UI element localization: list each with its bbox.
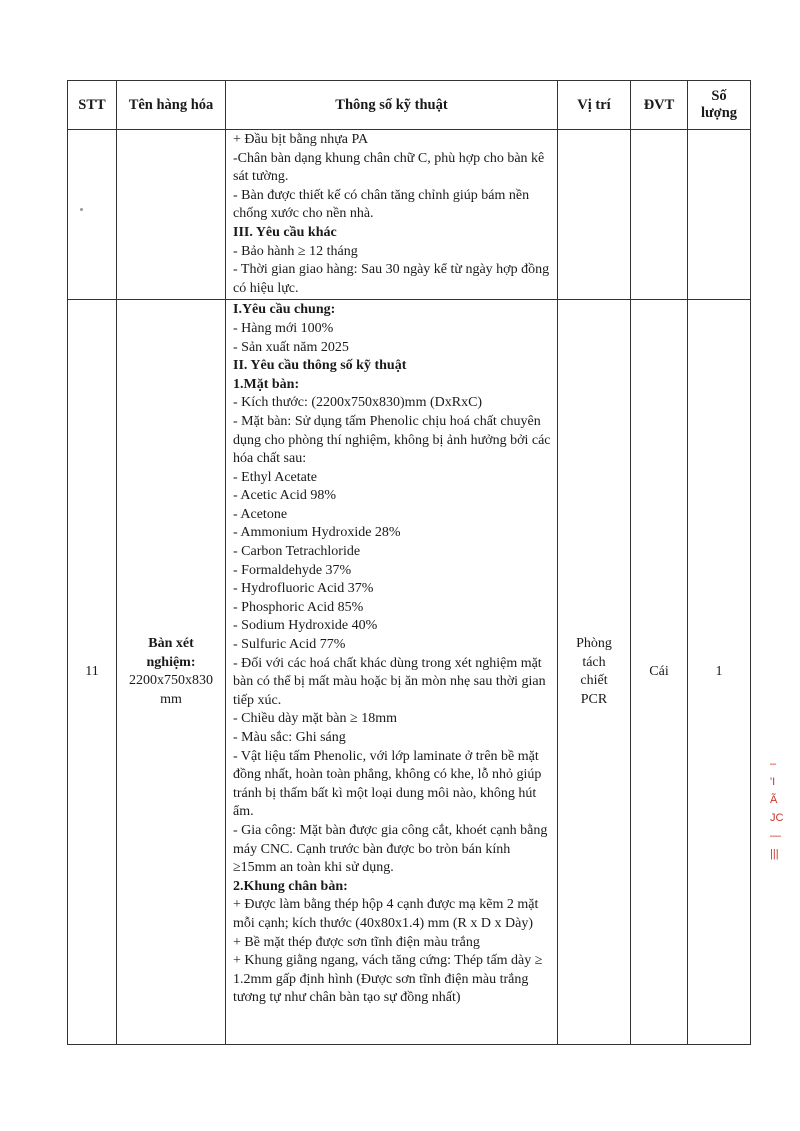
cell-unit [631,130,688,300]
spec-lines [233,131,553,298]
spec-line: - Sodium Hydroxide 40% [233,618,378,634]
stamp-fragment: Ã [770,794,778,806]
header-quantity [688,81,751,130]
red-stamp-edge [770,755,800,905]
spec-line: + Khung giằng ngang, vách tăng cứng: Thép tấm dày ≥ 1.2mm gấp định hình (Được sơn tĩnh điện màu trắng tương tự như chân bàn tạo sự đồng nhất) [233,953,543,1006]
cell-spec [226,300,558,1045]
spec-heading: 1.Mặt bàn: [233,376,300,392]
cell-item-name [117,300,226,1045]
stamp-fragment: ||| [770,848,779,860]
spec-line: - Gia công: Mặt bàn được gia công cắt, khoét cạnh bằng máy CNC. Cạnh trước bàn được bo tròn bán kính ≥15mm an toàn khi sử dụng. [233,822,548,876]
cell-location [558,130,631,300]
stamp-fragment: 'I [770,776,776,788]
spec-line: + Bề mặt thép được sơn tĩnh điện màu trắng [233,934,480,950]
location-text: Phòng tách chiết PCR [576,636,612,707]
spec-line: - Phosphoric Acid 85% [233,599,364,615]
stamp-fragment: JC [770,812,784,824]
spec-line: - Sulfuric Acid 77% [233,637,346,653]
spec-line: - Formaldehyde 37% [233,562,352,578]
table-row [68,130,751,300]
spec-heading: I.Yêu cầu chung: [233,302,336,318]
cell-spec [226,130,558,300]
spec-line: - Hàng mới 100% [233,320,334,336]
spec-line: - Mặt bàn: Sử dụng tấm Phenolic chịu hoá chất chuyên dụng cho phòng thí nghiệm, không bị ảnh hưởng bởi các hóa chất sau: [233,413,551,467]
cell-stt [68,130,117,300]
spec-lines [233,301,553,1008]
spec-line: - Màu sắc: Ghi sáng [233,730,346,745]
spec-line: - Ammonium Hydroxide 28% [233,525,401,541]
spec-line: - Ethyl Acetate [233,469,317,485]
item-name-dimensions: 2200x750x830 mm [129,673,213,707]
spec-line: - Sản xuất năm 2025 [233,339,349,355]
cell-location [558,300,631,1045]
item-name-title: Bàn xét nghiệm: [146,636,196,670]
spec-line: - Hydrofluoric Acid 37% [233,581,374,597]
scan-speck [80,208,83,211]
header-stt: STT [68,81,117,130]
spec-heading: III. Yêu cầu khác [233,224,337,240]
stamp-fragment: – [770,758,777,770]
spec-heading: II. Yêu cầu thông số kỹ thuật [233,358,407,374]
spec-line: - Chiều dày mặt bàn ≥ 18mm [233,711,397,727]
spec-line: - Bảo hành ≥ 12 tháng [233,243,358,259]
spec-line: - Carbon Tetrachloride [233,544,361,560]
header-specifications: Thông số kỹ thuật [226,81,558,130]
header-location: Vị trí [558,81,631,130]
spec-line: - Vật liệu tấm Phenolic, với lớp laminate ở trên bề mặt đồng nhất, hoàn toàn phẳng, không có khe, lỗ nhỏ giúp tránh bị thấm bất kì một loại dung môi nào, không hút ẩm. [233,748,542,820]
cell-stt: 11 [68,300,117,1045]
spec-line: + Đầu bịt bằng nhựa PA [233,132,369,147]
cell-quantity: 1 [688,300,751,1045]
spec-line: - Đối với các hoá chất khác dùng trong xét nghiệm mặt bàn có thể bị mất màu hoặc bị ăn mòn nhẹ sau thời gian tiếp xúc. [233,655,546,708]
table-header-row [68,81,751,130]
spec-line: + Được làm bằng thép hộp 4 cạnh được mạ kẽm 2 mặt mỗi cạnh; kích thước (40x80x1.4) mm (R x D x Dày) [233,897,539,931]
spec-line: - Thời gian giao hàng: Sau 30 ngày kể từ ngày hợp đồng có hiệu lực. [233,262,550,296]
table-row [68,300,751,1045]
cell-quantity [688,130,751,300]
stamp-fragment: — [770,830,781,842]
spec-line: - Acetic Acid 98% [233,488,337,504]
header-quantity-label: Số lượng [700,88,738,121]
header-unit: ĐVT [631,81,688,130]
spec-table [67,80,751,1045]
spec-line: - Kích thước: (2200x750x830)mm (DxRxC) [233,395,483,411]
cell-item-name [117,130,226,300]
spec-line: -Chân bàn dạng khung chân chữ C, phù hợp cho bàn kê sát tường. [233,150,545,185]
spec-heading: 2.Khung chân bàn: [233,878,348,894]
spec-line: - Acetone [233,506,288,522]
cell-unit: Cái [631,300,688,1045]
spec-line: - Bàn được thiết kế có chân tăng chỉnh giúp bám nền chống xước cho nền nhà. [233,187,530,222]
header-item-name: Tên hàng hóa [117,81,226,130]
